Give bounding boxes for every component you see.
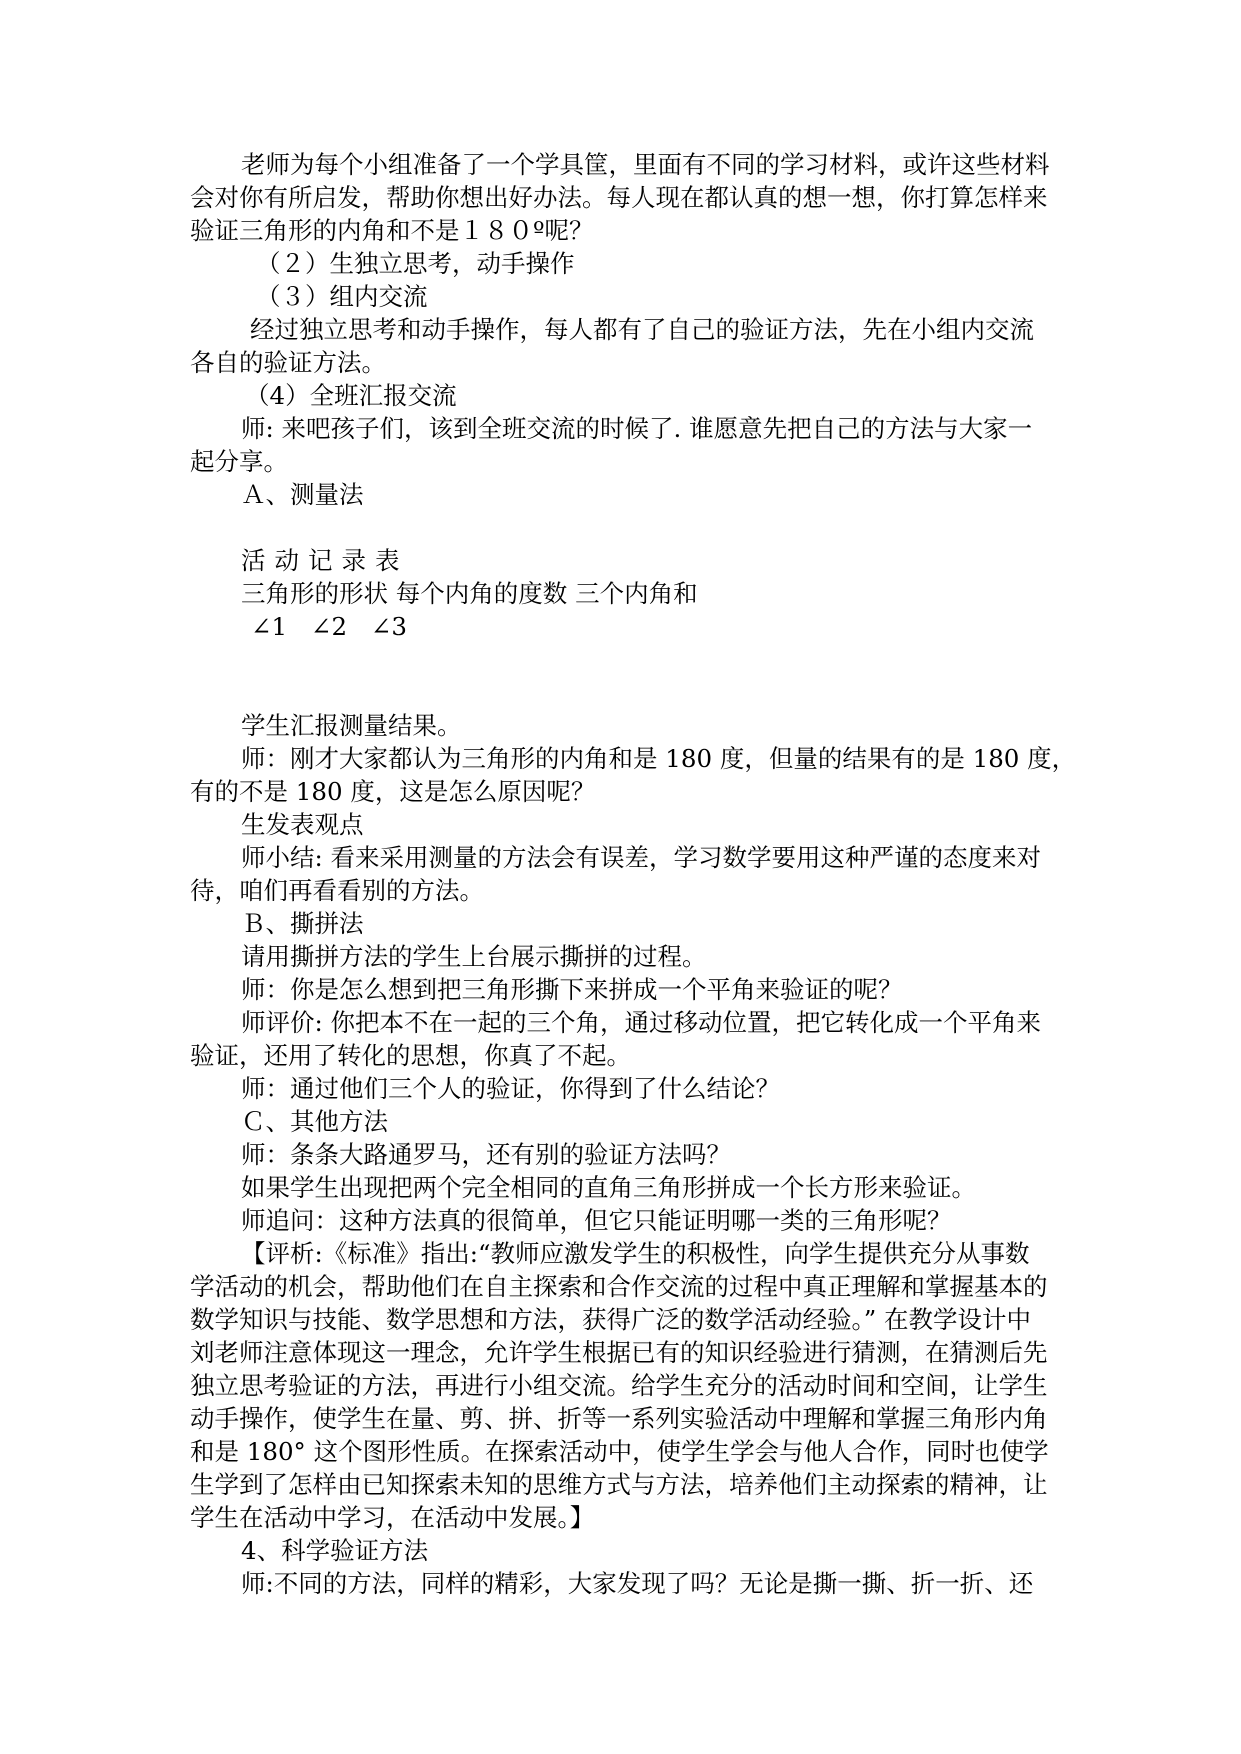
paragraph-line: 验证，还用了转化的思想，你真了不起。 bbox=[190, 1041, 631, 1070]
paragraph-line: 如果学生出现把两个完全相同的直角三角形拼成一个长方形来验证。 bbox=[241, 1173, 976, 1202]
section-heading: Ａ、测量法 bbox=[241, 480, 364, 509]
commentary-line: 学生在活动中学习，在活动中发展。】 bbox=[190, 1503, 595, 1532]
paragraph-line: 有的不是 180 度，这是怎么原因呢？ bbox=[190, 777, 596, 806]
paragraph-line: 师: 来吧孩子们，该到全班交流的时候了. 谁愿意先把自己的方法与大家一 bbox=[241, 414, 1033, 443]
paragraph-line: 验证三角形的内角和不是１８０º呢？ bbox=[190, 216, 594, 245]
commentary-line: 独立思考验证的方法，再进行小组交流。给学生充分的活动时间和空间，让学生 bbox=[190, 1371, 1048, 1400]
table-header-row: 三角形的形状 每个内角的度数 三个内角和 bbox=[241, 579, 698, 608]
paragraph-line: 师：你是怎么想到把三角形撕下来拼成一个平角来验证的呢？ bbox=[241, 975, 903, 1004]
paragraph-line: 请用撕拼方法的学生上台展示撕拼的过程。 bbox=[241, 942, 707, 971]
section-heading: 4、科学验证方法 bbox=[241, 1536, 429, 1565]
angle-labels bbox=[251, 610, 1131, 643]
paragraph-line: 各自的验证方法。 bbox=[190, 348, 386, 377]
paragraph-line: 师评价: 你把本不在一起的三个角，通过移动位置，把它转化成一个平角来 bbox=[241, 1008, 1042, 1037]
paragraph-line: 师：刚才大家都认为三角形的内角和是 180 度，但量的结果有的是 180 度， bbox=[241, 744, 1077, 773]
paragraph-line: 生发表观点 bbox=[241, 810, 364, 839]
paragraph-line: 师：条条大路通罗马，还有别的验证方法吗？ bbox=[241, 1140, 731, 1169]
paragraph-line: （２）生独立思考，动手操作 bbox=[256, 249, 575, 278]
commentary-line: 学活动的机会，帮助他们在自主探索和合作交流的过程中真正理解和掌握基本的 bbox=[190, 1272, 1048, 1301]
paragraph-line: 师：通过他们三个人的验证，你得到了什么结论？ bbox=[241, 1074, 780, 1103]
paragraph-line: 待，咱们再看看别的方法。 bbox=[190, 876, 484, 905]
commentary-line: 和是 180° 这个图形性质。在探索活动中，使学生学会与他人合作，同时也使学 bbox=[190, 1437, 1049, 1466]
paragraph-line: 经过独立思考和动手操作，每人都有了自己的验证方法，先在小组内交流 bbox=[250, 315, 1034, 344]
angle-label: ∠2 bbox=[310, 612, 348, 641]
commentary-line: 生学到了怎样由已知探索未知的思维方式与方法，培养他们主动探索的精神，让 bbox=[190, 1470, 1048, 1499]
section-heading: Ｂ、撕拼法 bbox=[241, 909, 364, 938]
paragraph-line: （4）全班汇报交流 bbox=[245, 381, 457, 410]
paragraph-line: 起分享。 bbox=[190, 447, 288, 476]
commentary-line: 【评析:《标准》指出:“教师应激发学生的积极性，向学生提供充分从事数 bbox=[241, 1239, 1030, 1268]
commentary-line: 动手操作，使学生在量、剪、拼、折等一系列实验活动中理解和掌握三角形内角 bbox=[190, 1404, 1048, 1433]
paragraph-line: 学生汇报测量结果。 bbox=[241, 711, 462, 740]
paragraph-line: 会对你有所启发，帮助你想出好办法。每人现在都认真的想一想，你打算怎样来 bbox=[190, 183, 1048, 212]
paragraph-line: 师:不同的方法，同样的精彩，大家发现了吗？无论是撕一撕、折一折、还 bbox=[241, 1569, 1034, 1598]
commentary-line: 刘老师注意体现这一理念，允许学生根据已有的知识经验进行猜测，在猜测后先 bbox=[190, 1338, 1048, 1367]
section-heading: Ｃ、其他方法 bbox=[241, 1107, 388, 1136]
angle-label: ∠1 bbox=[251, 612, 288, 641]
paragraph-line: 师小结: 看来采用测量的方法会有误差，学习数学要用这种严谨的态度来对 bbox=[241, 843, 1042, 872]
paragraph-line: 老师为每个小组准备了一个学具筐，里面有不同的学习材料，或许这些材料 bbox=[241, 150, 1050, 179]
commentary-line: 数学知识与技能、数学思想和方法，获得广泛的数学活动经验。” 在教学设计中 bbox=[190, 1305, 1032, 1334]
paragraph-line: 师追问：这种方法真的很简单，但它只能证明哪一类的三角形呢？ bbox=[241, 1206, 952, 1235]
paragraph-line: （３）组内交流 bbox=[256, 282, 428, 311]
angle-label: ∠3 bbox=[370, 612, 407, 641]
table-title: 活动记录表 bbox=[241, 546, 409, 575]
